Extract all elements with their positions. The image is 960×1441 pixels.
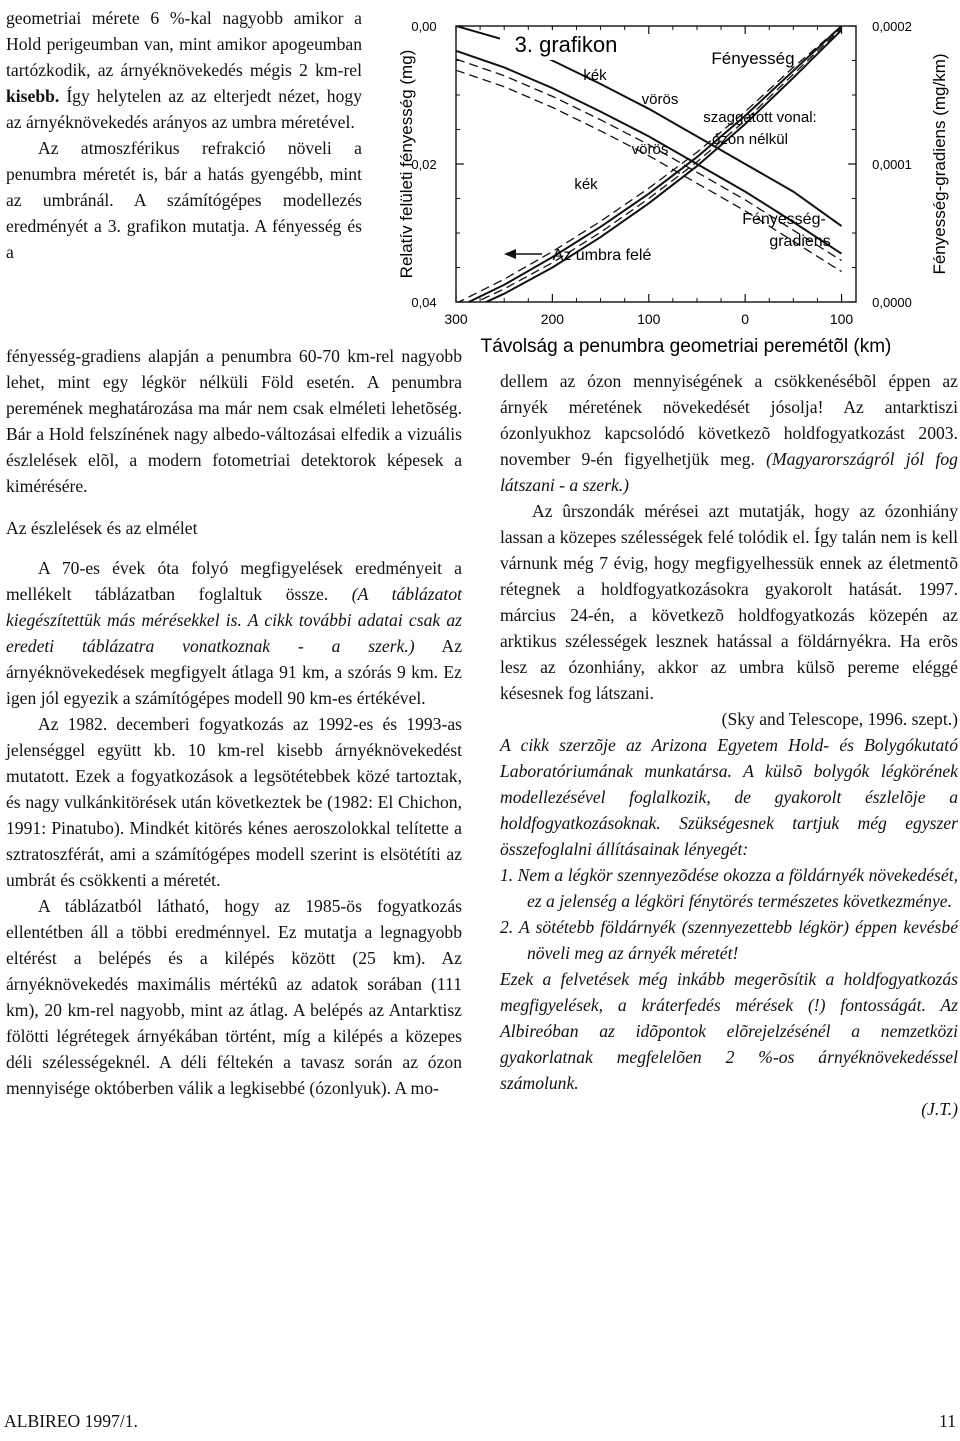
umbra-arrow-head: [504, 249, 516, 259]
closing-paragraph: Ezek a felvetések még inkább megerõsítik a holdfogyatkozás megfigyelések, a kráterfedés mérések (!) fontosságát. Az Albireóban az idõpontok elõrejelzésénél a nemzetközi gyakorlatnak megfelelõen 2 %-os árnyéknövekedéssel számolunk.: [500, 969, 958, 1093]
label-red-top: vörös: [641, 91, 679, 108]
paragraph-refraction: Az atmoszférikus refrakció növeli a penumbra méretét is, bár a hatás gyengébb, mint az umbránál. A számítógépes modellezés eredményét a 3. grafikon mutatja. A fényesség és a: [6, 138, 362, 262]
x-tick-label: 200: [540, 311, 565, 327]
graph-3: [388, 0, 960, 362]
label-umbra-direction: Az umbra felé: [552, 247, 652, 264]
footer-journal: ALBIREO 1997/1.: [4, 1411, 138, 1431]
paragraph-1985: A táblázatból látható, hogy az 1985-ös fogyatkozás ellentétben áll a többi eredménnyel. Ez mutatja a legnagyobb eltérést a belépés és a kilépés között (25 km). Az árnyéknövekedés maximális mértékû az adatok sorában (111 km), 20 km-rel nagyobb, mint az átlag. A belépés az Antarktisz fölötti légrétegek árnyékában történt, míg a kilépés a közepes déli szélességeknél. A déli féltekén a tavasz során az ózon mennyisége októberben válik a legkisebbé (ózonlyuk). A mo-: [6, 896, 462, 1098]
bold-run: kisebb.: [6, 86, 60, 106]
y-left-axis-label: Relatív felületi fényesség (mg): [397, 49, 416, 279]
x-tick-label: 0: [741, 311, 750, 327]
text-run: geometriai mérete 6 %-kal nagyobb amikor a Hold perigeumban van, mint amikor apogeumban tartózkodik, az árnyéknövekedés mégis 2 km-rel: [6, 8, 362, 80]
text-run: dellem az ózon mennyiségének a csökkenésébõl éppen az árnyék méretének növekedését jósolja! Az antarktiszi ózonlyukhoz kapcsolódó következõ holdfogyatkozást 2003. november 9-én figyelhetjük meg.: [500, 371, 958, 469]
paragraph-1982: Az 1982. decemberi fogyatkozás az 1992-es és 1993-as jelenséggel együtt kb. 10 km-rel kisebb árnyéknövekedést mutatott. Ezek a fogyatkozások a legsötétebbek közé tartoztak, és nagy vulkánkitörések után következtek be (1982: El Chichon, 1991: Pinatubo). Mindkét kitörés kénes aeroszolokkal telítette a sztratoszférát, ami a számítógépes modell szerint is elsötétíti az umbrát és csökkenti a méretét.: [6, 714, 462, 890]
text-run: Így helytelen az az elterjedt nézet, hogy az árnyéknövekedés arányos az umbra méretével.: [6, 86, 362, 132]
page-number: 11: [939, 1411, 956, 1431]
chart-title: 3. grafikon: [514, 32, 618, 57]
y-right-tick-label: 0,0001: [872, 157, 912, 172]
label-red-mid: vörös: [631, 141, 669, 158]
label-brightness: Fényesség: [711, 49, 795, 68]
italic-run: (Magyarországról jól fog látszani - a szerk.): [500, 449, 958, 495]
x-tick-label: 100: [637, 311, 661, 327]
summary-point: 2. A sötétebb földárnyék (szennyezettebb légkör) éppen kevésbé növeli meg az árnyék méretét!: [500, 917, 958, 963]
italic-run: (A táblázatot kiegészítettük más mérésekkel is. A cikk további adatai csak az eredeti táblázatra vonatkoznak - a szerk.): [6, 584, 462, 656]
x-tick-label: 100: [829, 311, 854, 327]
summary-point: 1. Nem a légkör szennyezõdése okozza a földárnyék növekedését, ez a jelenség a légköri fénytörés természetes következménye.: [500, 865, 958, 911]
summary-points: [500, 862, 958, 966]
left-text-column: [6, 343, 462, 1101]
chart-marks: [397, 19, 949, 357]
label-gradient: Fényesség-: [742, 211, 826, 228]
y-right-tick-label: 0,0000: [872, 295, 912, 310]
label-blue-mid: kék: [574, 176, 598, 193]
text-run: Az árnyéknövekedések megfigyelt átlaga 91 km, a szórás 9 km. Ez igen jól egyezik a számítógépes modell 90 km-es értékével.: [6, 636, 462, 708]
paragraph-shadow-growth: [6, 5, 362, 135]
signature: (J.T.): [921, 1099, 958, 1119]
label-dashed-note: ózon nélkül: [712, 131, 788, 148]
y-right-tick-label: 0,0002: [872, 19, 912, 34]
author-bio: A cikk szerzõje az Arizona Egyetem Hold- és Bolygókutató Laboratóriumának munkatársa. A külsõ bolygók légkörének modellezésével foglalkozik, de gyakorolt észlelõje a holdfogyatkozásoknak. Szükségesnek tartjuk még egyszer összefoglalni állításainak lényegét:: [500, 735, 958, 859]
y-right-axis-label: Fényesség-gradiens (mg/km): [930, 53, 949, 275]
x-axis-label: Távolság a penumbra geometriai peremétõl (km): [480, 336, 892, 357]
y-left-tick-label: 0,00: [411, 19, 437, 34]
top-text-column: [6, 5, 362, 265]
label-dashed-note: szaggatott vonal:: [703, 109, 817, 126]
paragraph-ozone-model: [500, 368, 958, 498]
label-blue-top: kék: [583, 67, 607, 84]
paragraph-observations: [6, 555, 462, 711]
brightness-curve: [456, 26, 842, 308]
source-citation: (Sky and Telescope, 1996. szept.): [721, 709, 958, 729]
y-left-tick-label: 0,04: [411, 295, 437, 310]
text-run: A 70-es évek óta folyó megfigyelések eredményeit a mellékelt táblázatban foglaltuk össze.: [6, 558, 462, 604]
brightness-curve: [456, 30, 842, 316]
gradient-curve: [456, 59, 842, 261]
right-text-column: [500, 368, 958, 1122]
label-gradient: gradiens: [769, 233, 831, 250]
y-left-tick-label: 0,02: [411, 157, 437, 172]
x-tick-label: 300: [444, 311, 468, 327]
section-title: Az észlelések és az elmélet: [6, 518, 198, 538]
paragraph-space-probes: Az ûrszondák mérései azt mutatják, hogy az ózonhiány lassan a közepes szélességek felé tolódik el. Így talán nem is kell várnunk még 7 évig, hogy megfigyelhessük ennek az életmentõ rétegnek a holdfogyatkozásokra gyakorolt hatását. 1997. március 24-én, a következõ holdfogyatkozás közepén az arktikus szélességek lesznek hatással a földárnyékra. Ha erõs lesz az ózonhiány, akkor az umbra külsõ pereme eléggé késesnek fog látszani.: [500, 501, 958, 703]
paragraph-gradient: fényesség-gradiens alapján a penumbra 60-70 km-rel nagyobb lehet, mint egy légkör nélküli Föld esetén. A penumbra peremének meghatározása ma már nem csak elméleti lehetõség. Bár a Hold felszínének nagy albedo-változásai elfedik a vizuális észlelések elõl, a modern fotometriai detektorok képesek a kimérésére.: [6, 346, 462, 496]
